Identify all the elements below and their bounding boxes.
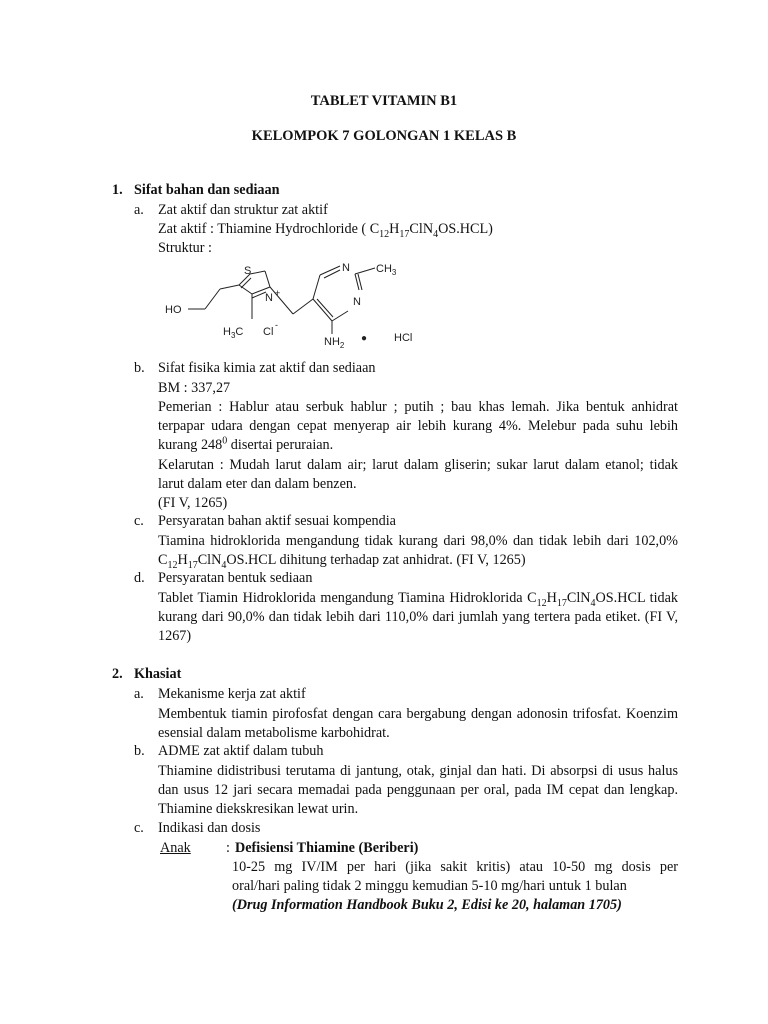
- chem-label-n-right: N: [353, 296, 361, 308]
- item-1d-text: Tablet Tiamin Hidroklorida mengandung Tiamina Hidroklorida $C_{12}H_{17}ClN_4OS.HCL$ tidak kurang dari 90,0% dan tidak lebih dari 110,0% dari jumlah yang tertera pada etiket. (FI V, 1267): [158, 590, 678, 644]
- item-2a-title: Mekanisme kerja zat aktif: [158, 686, 306, 702]
- anak-label: Anak: [160, 840, 191, 856]
- item-1c-title: Persyaratan bahan aktif sesuai kompendia: [158, 513, 396, 529]
- section-2-title: Khasiat: [134, 666, 182, 682]
- dosis-line-1: 10-25 mg IV/IM per hari (jika sakit kritis) atau 10-50 mg dosis per: [232, 859, 678, 875]
- item-2b-title: ADME zat aktif dalam tubuh: [158, 743, 324, 759]
- item-1b-title: Sifat fisika kimia zat aktif dan sediaan: [158, 360, 376, 376]
- chem-label-s: S: [244, 265, 252, 277]
- pemerian-text: Pemerian : Hablur atau serbuk hablur ; putih ; bau khas lemah. Jika bentuk anhidrat terpapar udara dengan cepat menyerap air lebih kurang 4%. Melebur pada suhu lebih kurang $248^0$ disertai peruraian.: [158, 399, 678, 453]
- chem-label-plus: +: [275, 288, 281, 298]
- chem-label-n-top: N: [342, 262, 350, 274]
- anak-colon: :: [226, 840, 230, 856]
- item-1d-title: Persyaratan bentuk sediaan: [158, 570, 313, 586]
- item-1a-letter: a.: [134, 202, 144, 218]
- item-2c-title: Indikasi dan dosis: [158, 820, 261, 836]
- document-subtitle: KELOMPOK 7 GOLONGAN 1 KELAS B: [251, 128, 517, 144]
- item-2b-letter: b.: [134, 743, 145, 759]
- item-1b-reference: (FI V, 1265): [158, 495, 228, 511]
- defisiensi-heading: Defisiensi Thiamine (Beriberi): [235, 840, 419, 856]
- item-2c-letter: c.: [134, 820, 144, 836]
- zat-aktif-line: Zat aktif : Thiamine Hydrochloride ( $C_{12}H_{17}ClN_4OS.HCL$): [158, 221, 493, 240]
- chem-label-nh2: $NH_2$: [324, 336, 345, 348]
- item-1d-letter: d.: [134, 570, 145, 586]
- chem-label-ho: HO: [165, 304, 182, 316]
- document-title: TABLET VITAMIN B1: [310, 93, 458, 109]
- item-2a-text: Membentuk tiamin pirofosfat dengan cara bergabung dengan adonosin trifosfat. Koenzim esensial dalam metabolisme karbohidrat.: [158, 706, 678, 741]
- section-1-title: Sifat bahan dan sediaan: [134, 182, 280, 198]
- bm-value: BM : 337,27: [158, 380, 231, 396]
- item-2a-letter: a.: [134, 686, 144, 702]
- dosis-line-2: oral/hari paling tidak 2 minggu kemudian 5-10 mg/hari untuk 1 bulan: [232, 878, 627, 894]
- section-2-number: 2.: [112, 666, 123, 682]
- chem-label-hcl: HCl: [394, 332, 413, 344]
- item-1a-title: Zat aktif dan struktur zat aktif: [158, 202, 328, 218]
- chem-label-n: N: [265, 292, 273, 304]
- kelarutan-text: Kelarutan : Mudah larut dalam air; larut dalam gliserin; sukar larut dalam etanol; tidak larut dalam eter dan dalam benzen.: [158, 457, 678, 492]
- item-1b-letter: b.: [134, 360, 145, 376]
- chem-label-ch3: $CH_3$: [376, 263, 397, 277]
- chem-dot: ●: [361, 333, 368, 344]
- item-2b-text: Thiamine didistribusi terutama di jantung, otak, ginjal dan hati. Di absorpsi di usus halus dan usus 12 jari secara memadai pada penggunaan per oral, pada IM cepat dan lengkap. Thiamine diekskresikan lewat urin.: [158, 763, 678, 817]
- chem-label-h3c: $H_3C$: [223, 326, 244, 340]
- item-1c-letter: c.: [134, 513, 144, 529]
- section-1-number: 1.: [112, 182, 123, 198]
- chem-label-cl: Cl: [263, 326, 274, 338]
- dosis-reference: (Drug Information Handbook Buku 2, Edisi ke 20, halaman 1705): [232, 897, 622, 913]
- chem-label-minus: -: [275, 320, 278, 330]
- item-1c-text: Tiamina hidroklorida mengandung tidak kurang dari 98,0% dan tidak lebih dari 102,0% $C_{12}H_{17}ClN_4OS.HCL$ dihitung terhadap zat anhidrat. (FI V, 1265): [158, 533, 678, 571]
- struktur-label: Struktur :: [158, 240, 212, 256]
- thiamine-structure-diagram: [160, 254, 430, 348]
